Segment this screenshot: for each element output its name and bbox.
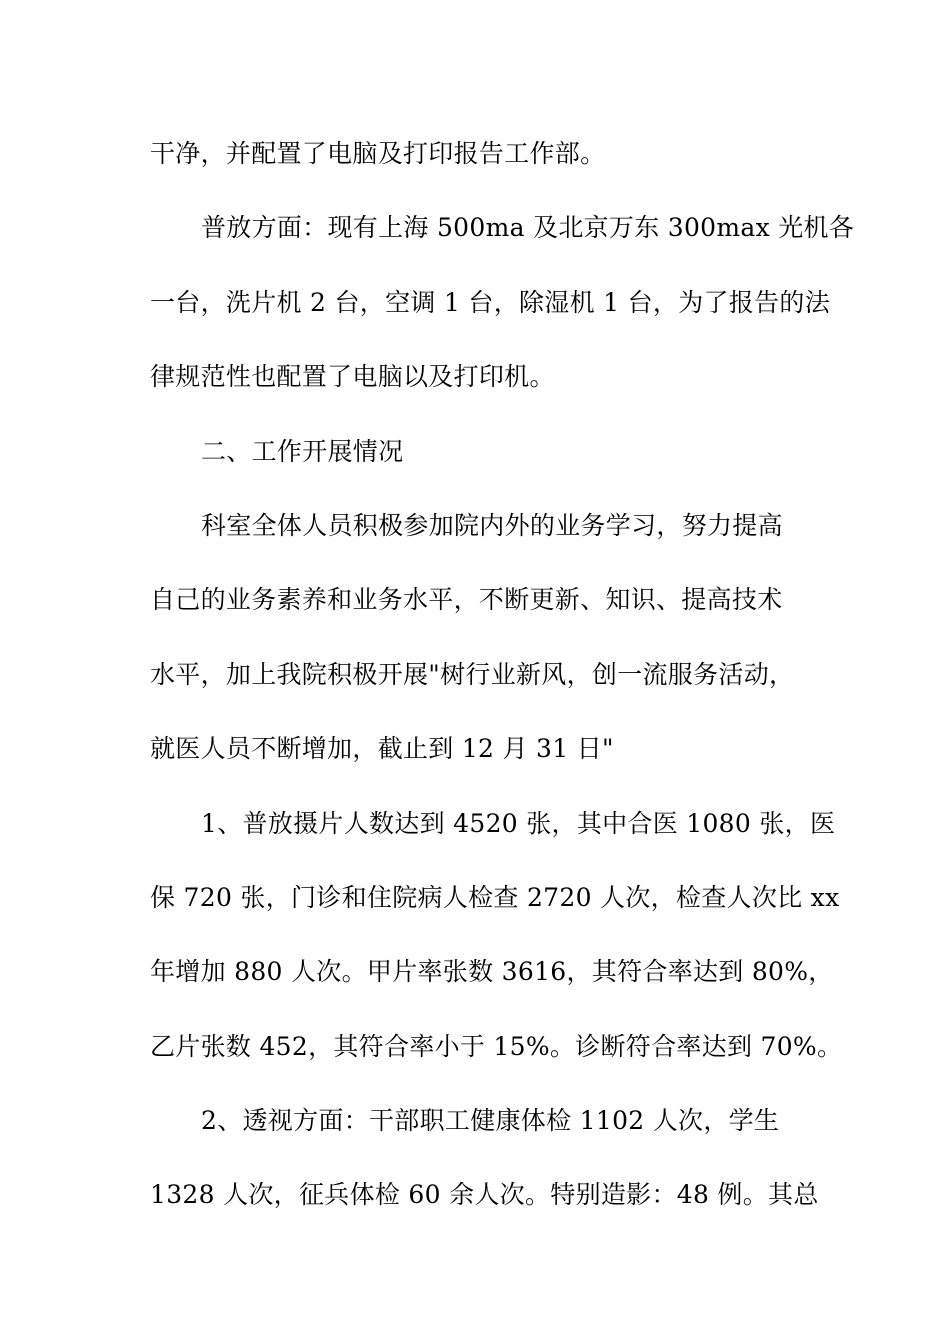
text-line: 年增加 880 人次。甲片率张数 3616，其符合率达到 80%， [150,957,834,987]
text-line: 保 720 张，门诊和住院病人检查 2720 人次，检查人次比 xx [150,882,840,912]
text-line: 就医人员不断增加，截止到 12 月 31 日" [150,734,614,764]
text-line: 水平，加上我院积极开展"树行业新风，创一流服务活动， [150,659,795,689]
paragraph-start-line: 2、透视方面：干部职工健康体检 1102 人次，学生 [201,1106,780,1136]
body-text [150,124,855,1240]
section-heading: 二、工作开展情况 [201,436,404,466]
text-line: 乙片张数 452，其符合率小于 15%。诊断符合率达到 70%。 [150,1031,843,1061]
text-line: 一台，洗片机 2 台，空调 1 台，除湿机 1 台，为了报告的法 [150,287,830,317]
text-line: 自己的业务素养和业务水平，不断更新、知识、提高技术 [150,585,783,615]
text-line: 干净，并配置了电脑及打印报告工作部。 [150,139,606,168]
paragraph-start-line: 普放方面：现有上海 500ma 及北京万东 300max 光机各 [201,213,855,243]
text-line: 律规范性也配置了电脑以及打印机。 [150,362,555,392]
paragraph-start-line: 科室全体人员积极参加院内外的业务学习，努力提高 [201,510,783,540]
text-line: 1328 人次，征兵体检 60 余人次。特别造影：48 例。其总 [150,1180,819,1210]
paragraph-start-line: 1、普放摄片人数达到 4520 张，其中合医 1080 张，医 [201,808,836,838]
